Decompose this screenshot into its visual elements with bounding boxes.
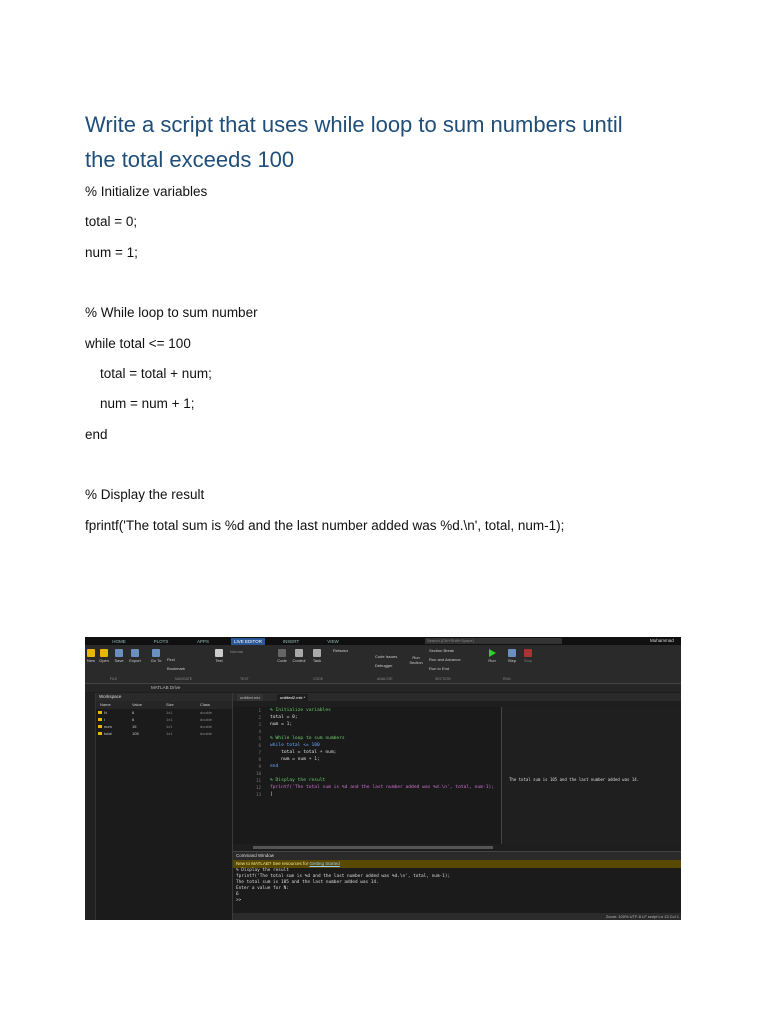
ribbon-section-label: ANALYZE [377,677,393,681]
col-value[interactable]: Value [132,702,142,707]
code-line[interactable]: % While loop to sum numbers [270,736,345,741]
doc-line: fprintf('The total sum is %d and the last number added was %d.\n', total, num-1); [85,518,565,533]
doc-line: end [85,427,108,442]
bookmark-button[interactable]: Bookmark [167,666,186,671]
code-button[interactable]: Code [275,649,289,663]
command-line: % Display the result [236,868,289,873]
run-section-button[interactable]: Run Section [409,655,423,665]
command-line: 6 [236,892,239,897]
line-number: 4 [258,729,261,734]
code-line[interactable]: | [270,792,273,797]
doc-line: % Initialize variables [85,184,208,199]
line-number: 6 [258,743,261,748]
command-window-title: Command Window [233,852,681,860]
folder-icon [100,649,108,657]
output-pane [503,707,681,844]
var-value: 6 [132,710,135,715]
var-name: total [104,731,112,736]
line-numbers [233,707,261,844]
style-select[interactable]: Normal [230,649,243,654]
tab-insert[interactable]: INSERT [282,639,300,644]
line-number: 7 [258,750,261,755]
var-class: double [200,724,213,729]
doc-line: total = total + num; [85,366,212,381]
line-number: 1 [258,708,261,713]
save-icon [115,649,123,657]
user-name[interactable]: Muhammad [650,638,674,643]
var-value: 6 [132,717,135,722]
table-row[interactable] [96,716,232,723]
ribbon-section-label: FILE [110,677,118,681]
tab-view[interactable]: VIEW [327,639,339,644]
var-value: 105 [132,731,139,736]
var-name: num [104,724,112,729]
var-size: 1x1 [166,731,173,736]
code-issues-button[interactable]: Code Issues [375,654,398,659]
line-number: 12 [255,785,261,790]
tab-untitled[interactable]: untitled.mlx [237,694,263,701]
command-line: Enter a value for N: [236,886,289,891]
code-line[interactable]: total = 0; [270,715,298,720]
section-break-button[interactable]: Section Break [429,648,454,653]
address-bar[interactable] [85,684,681,692]
new-icon [87,649,95,657]
col-name[interactable]: Name [100,702,111,707]
new-button[interactable]: New [86,649,96,663]
address-path: MATLAB Drive [151,685,181,690]
ribbon-section-label: TEXT [240,677,249,681]
var-class: double [200,710,213,715]
ribbon [85,645,681,684]
task-button[interactable]: Task [310,649,324,663]
variable-icon [98,725,102,728]
live-editor [233,693,681,850]
notice-text: New to MATLAB? See resources for [236,861,310,866]
tab-apps[interactable]: APPS [196,639,209,644]
command-line: >> [236,898,242,903]
workspace-title: Workspace [96,693,232,701]
table-row[interactable] [96,730,232,737]
doc-line: % Display the result [85,487,205,502]
var-class: double [200,731,213,736]
side-toolstrip [85,693,96,920]
var-class: double [200,717,213,722]
refactor-button[interactable]: Refactor [333,648,349,653]
export-icon [131,649,139,657]
var-name: N [104,710,107,715]
getting-started-link[interactable]: Getting Started [309,861,340,866]
debugger-button[interactable]: Debugger [375,663,393,668]
code-line[interactable]: while total <= 100 [270,743,320,748]
ribbon-section-label: CODE [313,677,324,681]
col-size[interactable]: Size [166,702,174,707]
col-class[interactable]: Class [200,702,211,707]
line-number: 10 [255,771,261,776]
run-button[interactable]: Run [485,649,499,663]
code-icon [278,649,286,657]
var-value: 15 [132,724,137,729]
doc-line: % While loop to sum number [85,305,258,320]
control-icon [295,649,303,657]
tab-live-editor[interactable]: LIVE EDITOR [231,638,265,645]
command-output[interactable] [233,868,681,904]
command-line: fprintf('The total sum is %d and the last number added was %d.\n', total, num-1); [236,874,451,879]
open-button[interactable]: Open [98,649,110,663]
line-number: 9 [258,764,261,769]
output-text: The total sum is 105 and the last number added was 14. [509,777,640,782]
find-button[interactable]: Find [167,657,175,662]
run-advance-button[interactable]: Run and Advance [429,657,461,662]
line-number: 2 [258,715,261,720]
search-input[interactable]: Search (Ctrl+Shift+Space) [425,638,562,644]
var-size: 1x1 [166,717,173,722]
workspace-panel [96,693,233,920]
goto-icon [152,649,160,657]
code-lines[interactable] [270,707,500,798]
ribbon-section-label: RUN [503,677,511,681]
code-line[interactable]: fprintf('The total sum is %d and the last number added was %d.\n', total, num-1); [270,785,495,790]
doc-line: num = num + 1; [85,396,195,411]
command-window[interactable] [233,851,681,914]
task-icon [313,649,321,657]
step-button[interactable]: Step [505,649,519,663]
line-number: 8 [258,757,261,762]
status-bar [233,913,681,920]
control-button[interactable]: Control [291,649,307,663]
ribbon-section-label: NAVIGATE [175,677,193,681]
table-row[interactable] [96,709,232,716]
save-button[interactable]: Save [113,649,125,663]
table-row[interactable] [96,723,232,730]
code-line[interactable]: total = total + num; [270,750,337,755]
line-number: 5 [258,736,261,741]
code-line[interactable]: % Initialize variables [270,708,331,713]
line-number: 11 [255,778,261,783]
run-end-button[interactable]: Run to End [429,666,450,671]
goto-button[interactable]: Go To [149,649,163,663]
code-editor[interactable] [233,707,502,844]
tab-home[interactable]: HOME [112,639,126,644]
play-icon [489,649,496,657]
variable-icon [98,732,102,735]
doc-line: num = 1; [85,245,138,260]
code-line[interactable] [270,770,500,777]
var-size: 1x1 [166,710,173,715]
line-number: 13 [255,792,261,797]
code-line[interactable]: end [270,764,279,769]
matlab-screenshot [85,637,681,920]
var-size: 1x1 [166,724,173,729]
code-line[interactable] [270,728,500,735]
stop-button[interactable]: Stop [521,649,535,663]
variable-icon [98,711,102,714]
editor-tabs [233,693,681,701]
ribbon-tab-bar [85,637,681,645]
getting-started-notice [233,860,681,868]
code-line[interactable]: % Display the result [270,778,326,783]
tab-untitled2[interactable]: untitled2.mlx * [277,694,308,701]
text-icon [215,649,223,657]
horizontal-scrollbar[interactable] [253,846,493,849]
line-number: 3 [258,722,261,727]
code-line[interactable]: num = num + 1; [270,757,320,762]
doc-line: total = 0; [85,214,138,229]
var-name: i [104,717,105,722]
export-button[interactable]: Export [128,649,142,663]
code-line[interactable]: num = 1; [270,722,293,727]
stop-icon [524,649,532,657]
ribbon-section-label: SECTION [435,677,451,681]
variable-icon [98,718,102,721]
tab-plots[interactable]: PLOTS [153,639,169,644]
status-text: Zoom: 100% UTF-8 LF script Ln 13 Col 1 [605,914,679,919]
command-line: The total sum is 105 and the last number added was 14. [236,880,379,885]
workspace-header [96,701,232,709]
doc-line: while total <= 100 [85,336,191,351]
page-title-line-1: Write a script that uses while loop to sum numbers until [85,112,623,137]
step-icon [508,649,516,657]
text-button[interactable]: Text [213,649,225,663]
page-title-line-2: the total exceeds 100 [85,147,295,172]
